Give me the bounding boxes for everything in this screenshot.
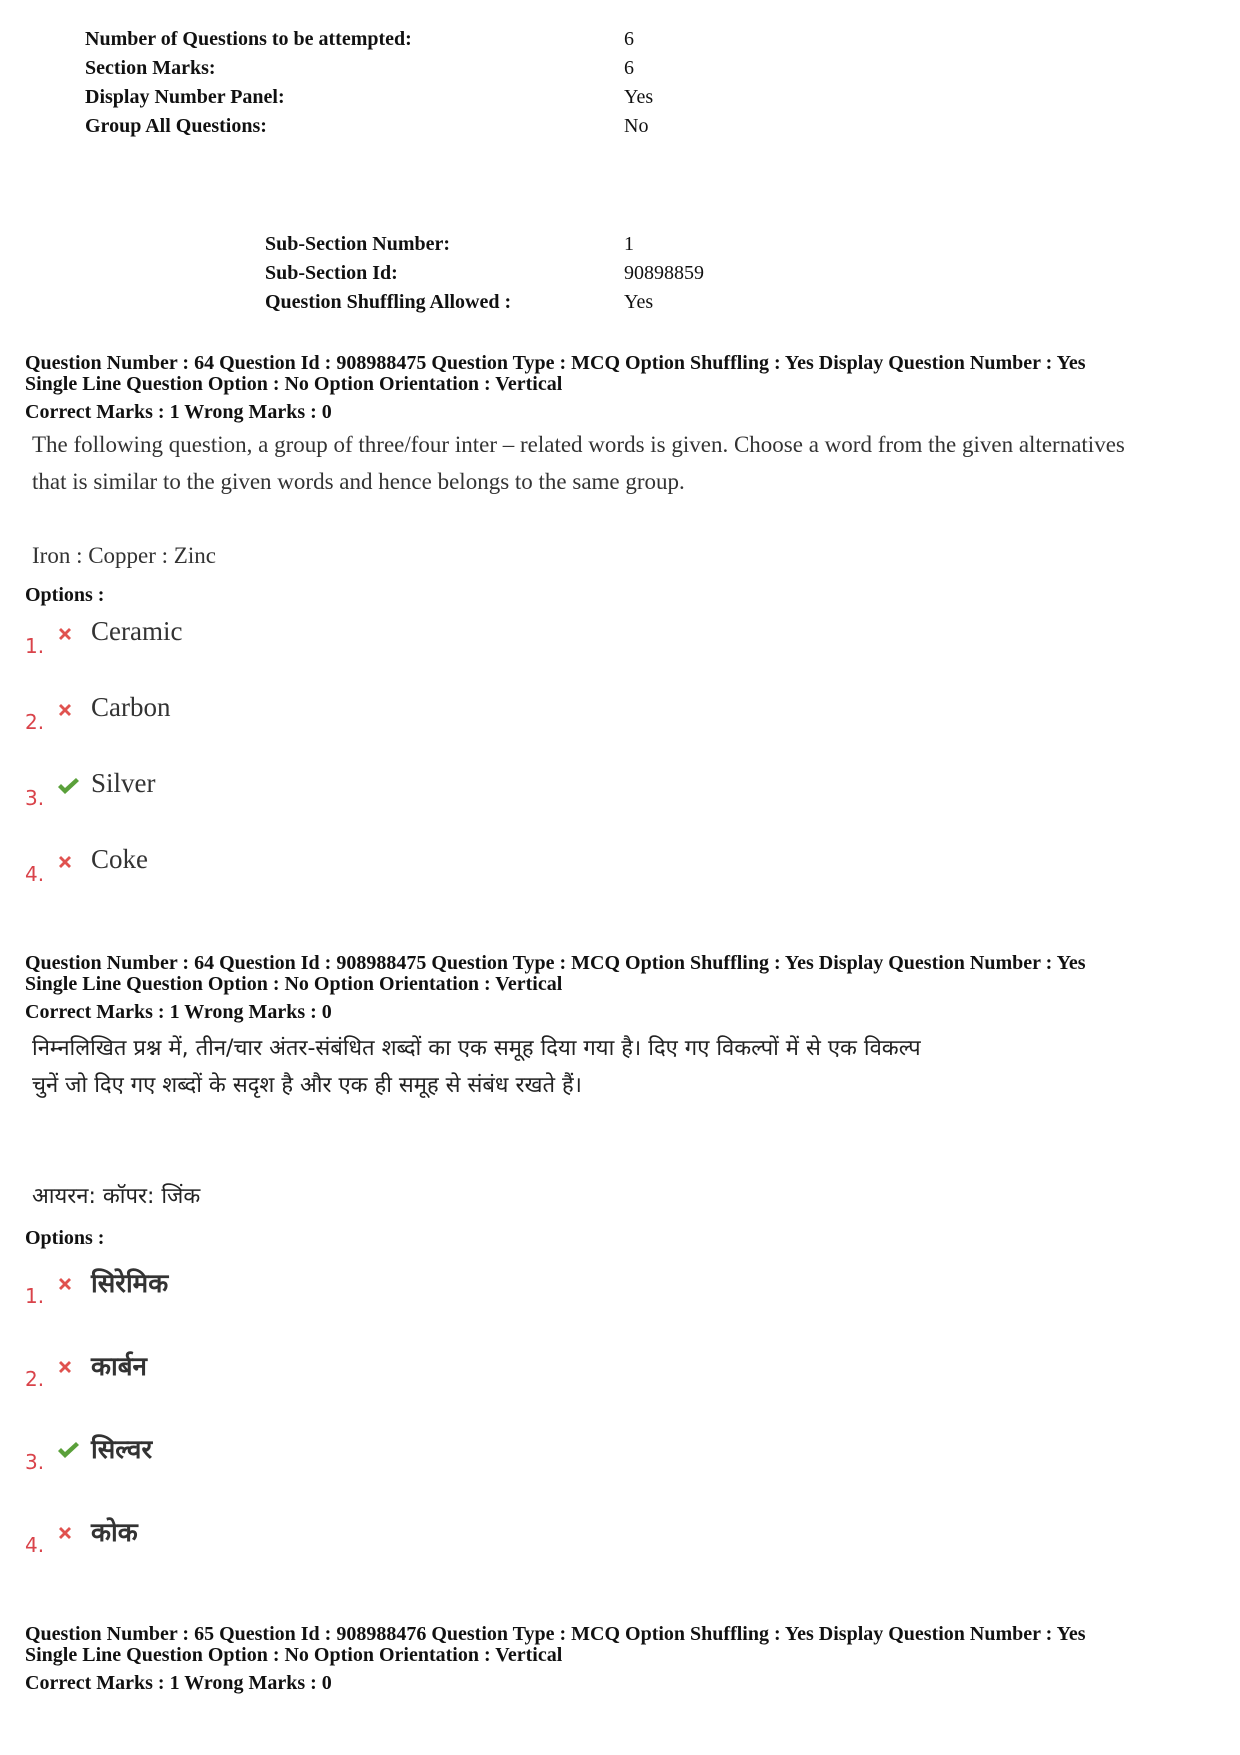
subsection-label: Sub-Section Id: xyxy=(265,262,398,284)
subsection-value: 90898859 xyxy=(624,262,704,284)
question-marks: Correct Marks : 1 Wrong Marks : 0 xyxy=(25,1001,332,1023)
info-label: Display Number Panel: xyxy=(85,86,285,108)
question-meta: Question Number : 65 Question Id : 908988476 Question Type : MCQ Option Shuffling : Yes Display Question Number : Yes xyxy=(25,1623,1086,1645)
option-text: Carbon xyxy=(91,692,171,722)
question-marks: Correct Marks : 1 Wrong Marks : 0 xyxy=(25,1672,332,1694)
subsection-label: Sub-Section Number: xyxy=(265,233,451,255)
option-number: 2. xyxy=(25,710,45,734)
info-label: Section Marks: xyxy=(85,57,216,79)
info-value: No xyxy=(624,115,649,137)
option-number: 3. xyxy=(25,786,45,810)
option-number: 2. xyxy=(25,1367,45,1391)
question-meta: Question Number : 64 Question Id : 908988475 Question Type : MCQ Option Shuffling : Yes Display Question Number : Yes xyxy=(25,352,1086,374)
option-text: कोक xyxy=(91,1518,138,1548)
question-prompt: Iron : Copper : Zinc xyxy=(32,543,216,568)
subsection-label: Question Shuffling Allowed : xyxy=(265,291,512,313)
option-text: कार्बन xyxy=(91,1352,147,1382)
subsection-value: 1 xyxy=(624,233,634,255)
cross-icon xyxy=(55,852,75,872)
option-number: 3. xyxy=(25,1450,45,1474)
question-text: The following question, a group of three/four inter – related words is given. Choose a word from the given alternatives xyxy=(32,432,1125,457)
option-number: 4. xyxy=(25,862,45,886)
cross-icon xyxy=(55,1357,75,1377)
question-text: निम्नलिखित प्रश्न में, तीन/चार अंतर-संबंधित शब्दों का एक समूह दिया गया है। दिए गए विकल्पों में से एक विकल्प xyxy=(32,1036,921,1061)
option-number: 1. xyxy=(25,634,45,658)
option-text: सिल्वर xyxy=(91,1435,153,1465)
question-meta: Single Line Question Option : No Option Orientation : Vertical xyxy=(25,973,563,995)
cross-icon xyxy=(55,1523,75,1543)
check-icon xyxy=(55,1440,81,1460)
question-meta: Question Number : 64 Question Id : 908988475 Question Type : MCQ Option Shuffling : Yes Display Question Number : Yes xyxy=(25,952,1086,974)
check-icon xyxy=(55,776,81,796)
cross-icon xyxy=(55,1274,75,1294)
option-text: Coke xyxy=(91,844,148,874)
option-number: 1. xyxy=(25,1284,45,1308)
option-text: Silver xyxy=(91,768,156,798)
info-value: 6 xyxy=(624,57,634,79)
option-text: सिरेमिक xyxy=(91,1269,169,1299)
cross-icon xyxy=(55,624,75,644)
question-meta: Single Line Question Option : No Option Orientation : Vertical xyxy=(25,373,563,395)
info-value: 6 xyxy=(624,28,634,50)
question-text: चुनें जो दिए गए शब्दों के सदृश है और एक ही समूह से संबंध रखते हैं। xyxy=(32,1073,583,1098)
question-prompt: आयरन: कॉपर: जिंक xyxy=(32,1184,201,1209)
options-label: Options : xyxy=(25,1227,105,1249)
options-label: Options : xyxy=(25,584,105,606)
option-number: 4. xyxy=(25,1533,45,1557)
info-value: Yes xyxy=(624,86,654,108)
info-label: Number of Questions to be attempted: xyxy=(85,28,412,50)
subsection-value: Yes xyxy=(624,291,654,313)
question-marks: Correct Marks : 1 Wrong Marks : 0 xyxy=(25,401,332,423)
option-text: Ceramic xyxy=(91,616,183,646)
cross-icon xyxy=(55,700,75,720)
question-text: that is similar to the given words and hence belongs to the same group. xyxy=(32,469,685,494)
question-meta: Single Line Question Option : No Option Orientation : Vertical xyxy=(25,1644,563,1666)
info-label: Group All Questions: xyxy=(85,115,267,137)
